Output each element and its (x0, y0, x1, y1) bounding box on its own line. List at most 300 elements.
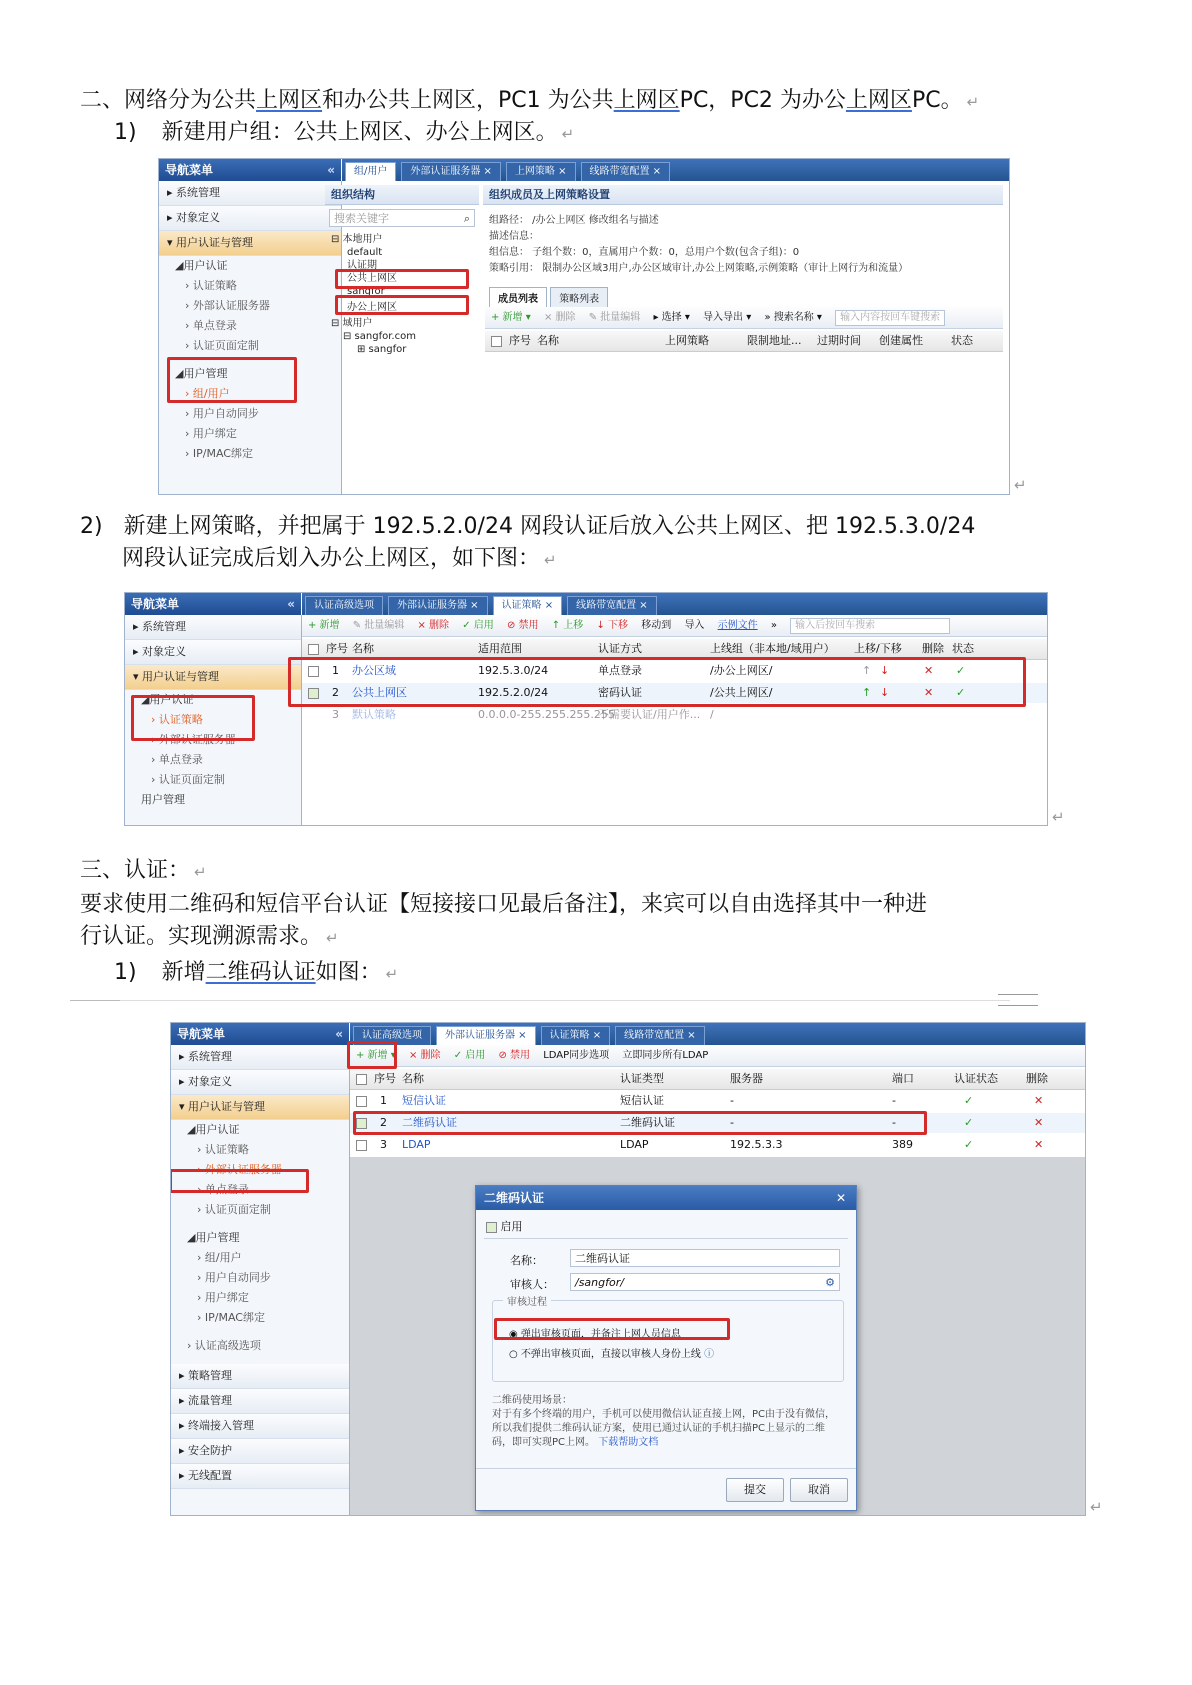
nav-link-label: IP/MAC绑定 (204, 1311, 265, 1324)
option-label: 弹出审核页面，并备注上网人员信息 (520, 1329, 681, 1340)
qr-scene-help (492, 1394, 835, 1450)
name-input[interactable]: 二维码认证 (570, 1249, 840, 1267)
col-header: 序号 (374, 1072, 396, 1085)
step-text: 新增 (161, 960, 206, 985)
tree-node[interactable]: 办公上网区 (347, 302, 397, 313)
row-server: - (730, 1116, 734, 1129)
col-header: 过期时间 (817, 334, 861, 347)
row-name-link[interactable]: LDAP (402, 1138, 431, 1151)
nav-link-label: 单点登录 (158, 753, 203, 766)
nav-link-label: 用户绑定 (192, 427, 237, 440)
enable-button[interactable]: ✓ 启用 (453, 1050, 486, 1061)
member-toolbar (485, 307, 1003, 329)
nav-label: 用户认证与管理 (142, 670, 220, 683)
nav-link-auto-sync[interactable]: › 用户自动同步 (197, 1271, 271, 1284)
nav-label: 用户认证与管理 (188, 1100, 266, 1113)
move-down-button[interactable]: ↓ 下移 (596, 620, 629, 631)
nav-label: 对象定义 (142, 645, 187, 658)
page-marker (998, 994, 1038, 1006)
step-number: 1) (114, 960, 137, 985)
row-checkbox[interactable] (356, 1096, 367, 1107)
select-all-checkbox[interactable] (356, 1074, 367, 1085)
col-header: 删除 (1026, 1072, 1048, 1085)
row-index: 3 (380, 1138, 387, 1151)
nav-label: 流量管理 (188, 1394, 233, 1407)
col-header: 认证方式 (598, 642, 642, 655)
info-line: 描述信息： (489, 231, 539, 242)
enable-checkbox[interactable] (486, 1222, 497, 1233)
nav-item-policy[interactable]: ▸ 策略管理 (171, 1364, 349, 1389)
tree-node[interactable]: ⊟ sangfor.com (343, 331, 416, 342)
nav-label: 用户认证与管理 (176, 236, 254, 249)
delete-icon[interactable]: ✕ (924, 664, 934, 677)
nav-link-user-bind[interactable]: › 用户绑定 (185, 427, 237, 440)
return-mark: ↵ (544, 551, 557, 569)
search-placeholder: 搜索关键字 (334, 212, 389, 225)
row-type: 短信认证 (620, 1094, 664, 1107)
table-row[interactable] (350, 1135, 1085, 1155)
tab-auth-advanced[interactable]: 认证高级选项 (305, 596, 383, 615)
row-index: 2 (380, 1116, 387, 1129)
col-header: 名称 (352, 642, 374, 655)
info-line: 策略引用： 限制办公区域3用户,办公区域审计,办公上网策略,示例策略（审计上网行为和流量） (489, 263, 909, 274)
delete-button[interactable]: × 删除 (543, 312, 576, 323)
tree-node[interactable]: default (347, 247, 383, 258)
add-button[interactable]: + 新增 ▾ (491, 312, 531, 323)
org-search-input[interactable] (329, 209, 475, 227)
nav-link-label: 外部认证服务器 (204, 1163, 282, 1176)
status-check-icon[interactable]: ✓ (956, 664, 966, 677)
add-button[interactable]: + 新增 ▾ (356, 1050, 396, 1061)
col-header: 序号 (326, 642, 348, 655)
select-all-checkbox[interactable] (491, 336, 502, 347)
step-text: 网段认证完成后划入办公上网区，如下图： (122, 546, 541, 571)
nav-link-ipmac-bind[interactable]: › IP/MAC绑定 (185, 447, 253, 460)
nav-label: 安全防护 (188, 1444, 233, 1457)
nav-link-page-custom[interactable]: › 认证页面定制 (151, 773, 225, 786)
col-header: 状态 (951, 334, 973, 347)
row-group: /办公上网区/ (710, 664, 773, 677)
col-header: 认证状态 (954, 1072, 998, 1085)
nav-link-auth-policy[interactable]: › 认证策略 (151, 713, 203, 726)
heading-text: 二、网络分为公共 (80, 88, 257, 113)
nav-link-label: 用户绑定 (204, 1291, 249, 1304)
dialog-title: 二维码认证 (484, 1191, 545, 1205)
divider (484, 1238, 848, 1239)
nav-menu (171, 1045, 350, 1515)
step-2-line1 (80, 512, 975, 542)
nav-link-label: 用户自动同步 (192, 407, 259, 420)
nav-item-system[interactable]: ▸ 系统管理 (171, 1045, 349, 1070)
row-name-link[interactable]: 二维码认证 (402, 1116, 457, 1129)
nav-sub-user-manage[interactable]: ◢用户管理 (187, 1231, 240, 1244)
page-break-rule (70, 1000, 120, 1001)
nav-link-label: 用户自动同步 (204, 1271, 271, 1284)
tree-node[interactable]: ⊞ sangfor (357, 344, 407, 355)
row-port: 389 (892, 1138, 913, 1151)
tree-node[interactable]: 公共上网区 (347, 273, 397, 284)
nav-sub-user-manage[interactable]: ◢用户管理 (175, 367, 228, 380)
radio-selected-icon[interactable]: ◉ (509, 1329, 518, 1340)
nav-item-object[interactable]: ▸ 对象定义 (125, 640, 301, 665)
nav-link-label: 认证高级选项 (194, 1339, 261, 1352)
tab-bar (302, 593, 1047, 615)
nav-title: 导航菜单 (165, 163, 214, 177)
row-name-link[interactable]: 默认策略 (352, 708, 396, 721)
radio-empty-icon[interactable]: ○ (509, 1349, 518, 1360)
return-mark: ↵ (966, 93, 980, 111)
highlight-box (335, 295, 469, 315)
nav-item-object[interactable]: ▸ 对象定义 (159, 206, 341, 231)
tree-node[interactable]: sangfor (347, 286, 385, 297)
screenshot-auth-policy (124, 592, 1048, 826)
select-button[interactable]: ▸ 选择 ▾ (653, 312, 690, 323)
nav-link-ext-server[interactable]: › 外部认证服务器 (151, 733, 236, 746)
row-method: 密码认证 (598, 686, 642, 699)
step-1 (114, 118, 574, 149)
nav-sub-user-auth[interactable]: ◢用户认证 (187, 1123, 240, 1136)
col-header: 上移/下移 (854, 642, 902, 655)
nav-link-label: 外部认证服务器 (192, 299, 270, 312)
search-name-dropdown[interactable]: » 搜索名称 ▾ (764, 312, 822, 323)
highlight-box (494, 1318, 730, 1340)
delete-icon[interactable]: ✕ (1034, 1138, 1044, 1151)
info-line: 组路径： /办公上网区 修改组名与描述 (489, 215, 659, 226)
approver-input[interactable] (570, 1273, 840, 1291)
collapse-icon[interactable]: « (335, 1027, 343, 1041)
nav-label: 无线配置 (188, 1469, 233, 1482)
nav-link-group-user[interactable]: › 组/用户 (185, 387, 230, 400)
row-server: - (730, 1094, 734, 1107)
row-port: - (892, 1094, 896, 1107)
highlight-box (347, 1041, 397, 1069)
col-header: 序号 (509, 334, 531, 347)
status-check-icon[interactable]: ✓ (964, 1116, 974, 1129)
scene-title: 二维码使用场景： (492, 1395, 572, 1406)
row-type: 二维码认证 (620, 1116, 675, 1129)
nav-item-auth[interactable]: ▾ 用户认证与管理 (125, 665, 301, 690)
step-number: 1) (114, 120, 137, 145)
nav-link-sso[interactable]: › 单点登录 (197, 1183, 249, 1196)
tab-bandwidth[interactable]: 线路带宽配置 × (615, 1026, 705, 1045)
table-row[interactable] (350, 1091, 1085, 1111)
nav-item-traffic[interactable]: ▸ 流量管理 (171, 1389, 349, 1414)
nav-label: 系统管理 (142, 620, 187, 633)
server-table-header (350, 1069, 1085, 1090)
tab-bandwidth[interactable]: 线路带宽配置 × (581, 162, 671, 181)
row-type: LDAP (620, 1138, 649, 1151)
col-header: 创建属性 (879, 334, 923, 347)
section3-para-line2 (80, 922, 339, 953)
heading-text-underlined: 上网区 (613, 88, 680, 113)
col-header: 适用范围 (478, 642, 522, 655)
tab-auth-policy[interactable]: 认证策略 × (541, 1026, 611, 1045)
step-number: 2) (80, 514, 103, 539)
nav-link-label: IP/MAC绑定 (192, 447, 253, 460)
nav-link-auth-advanced[interactable]: › 认证高级选项 (187, 1339, 261, 1352)
tab-ext-server[interactable]: 外部认证服务器 × (401, 162, 501, 181)
group-info (489, 213, 908, 277)
approval-legend: 审核过程 (503, 1293, 551, 1308)
nav-label: 对象定义 (176, 211, 221, 224)
col-header: 删除 (922, 642, 944, 655)
highlight-box (131, 695, 255, 741)
row-name-link[interactable]: 办公区域 (352, 664, 396, 677)
scene-text: 所以我们提供二维码认证方案，使用已通过认证的手机扫描PC上显示的二维 (492, 1423, 826, 1434)
nav-item-terminal[interactable]: ▸ 终端接入管理 (171, 1414, 349, 1439)
tab-group-user[interactable]: 组/用户 (345, 162, 396, 181)
return-mark: ↵ (326, 929, 339, 947)
tab-auth-advanced[interactable]: 认证高级选项 (353, 1026, 431, 1045)
submit-button[interactable]: 提交 (726, 1478, 784, 1502)
row-range: 192.5.2.0/24 (478, 686, 549, 699)
nav-link-auto-sync[interactable]: › 用户自动同步 (185, 407, 259, 420)
section2-heading (80, 86, 979, 117)
enable-row (486, 1218, 523, 1234)
highlight-box (335, 269, 469, 289)
collapse-icon[interactable]: « (287, 597, 295, 611)
return-mark: ↵ (561, 125, 575, 143)
name-label: 名称： (510, 1254, 543, 1267)
row-method: 单点登录 (598, 664, 642, 677)
close-icon[interactable]: ✕ (835, 1191, 846, 1205)
nav-link-label: 组/用户 (192, 387, 230, 400)
heading-text-underlined: 上网区 (845, 88, 912, 113)
approval-fieldset (492, 1297, 844, 1382)
status-check-icon[interactable]: ✓ (964, 1094, 974, 1107)
nav-link-label: 外部认证服务器 (158, 733, 236, 746)
tab-ext-server[interactable]: 外部认证服务器 × (436, 1026, 536, 1045)
policy-toolbar (302, 615, 1047, 637)
nav-header (159, 159, 341, 181)
subtab-policies[interactable]: 策略列表 (550, 287, 608, 307)
nav-item-system[interactable]: ▸ 系统管理 (125, 615, 301, 640)
more-icon[interactable]: » (770, 620, 777, 631)
return-mark: ↵ (385, 965, 399, 983)
row-index: 2 (332, 686, 339, 699)
nav-link-page-custom[interactable]: › 认证页面定制 (197, 1203, 271, 1216)
nav-item-auth[interactable]: ▾ 用户认证与管理 (159, 231, 341, 256)
tree-node[interactable]: ⊟ 本地用户 (331, 234, 383, 245)
highlight-box (353, 1111, 927, 1135)
section3-heading (80, 856, 207, 887)
delete-button[interactable]: × 删除 (408, 1050, 441, 1061)
tab-internet-policy[interactable]: 上网策略 × (506, 162, 576, 181)
delete-button[interactable]: × 删除 (417, 620, 450, 631)
info-line: 组信息： 子组个数：0，直属用户个数：0，总用户个数(包含子组)：0 (489, 247, 800, 258)
return-mark: ↵ (194, 863, 207, 881)
sample-file-link[interactable]: 示例文件 (717, 620, 758, 631)
delete-icon[interactable]: ✕ (1034, 1094, 1044, 1107)
policy-search-input[interactable]: 输入后按回车搜索 (790, 618, 950, 634)
heading-text-underlined: 上网区 (256, 88, 323, 113)
col-header: 服务器 (730, 1072, 763, 1085)
tab-auth-policy[interactable]: 认证策略 × (493, 596, 563, 615)
col-header: 上线组（非本地/域用户） (710, 642, 835, 655)
server-toolbar (350, 1045, 1085, 1067)
nav-item-security[interactable]: ▸ 安全防护 (171, 1439, 349, 1464)
nav-link-group-user[interactable]: › 组/用户 (197, 1251, 242, 1264)
ldap-sync-options-button[interactable]: LDAP同步选项 (543, 1050, 610, 1061)
nav-link-label: 单点登录 (192, 319, 237, 332)
row-index: 1 (332, 664, 339, 677)
row-checkbox[interactable] (356, 1140, 367, 1151)
divider (476, 1468, 856, 1469)
nav-title: 导航菜单 (177, 1027, 226, 1041)
enable-button[interactable]: ✓ 启用 (462, 620, 494, 631)
move-up-icon[interactable]: ↑ (862, 664, 872, 677)
nav-link-ext-server[interactable]: › 外部认证服务器 (185, 299, 270, 312)
nav-label: 策略管理 (188, 1369, 233, 1382)
nav-link-label: 认证策略 (192, 279, 237, 292)
dialog-header (476, 1186, 856, 1210)
scene-text: 对于有多个终端的用户，手机可以使用微信认证直接上网，PC由于没有微信， (492, 1409, 836, 1420)
nav-link-label: 认证页面定制 (192, 339, 259, 352)
row-method: 不需要认证/用户作... (598, 708, 701, 721)
nav-item-system[interactable]: ▸ 系统管理 (159, 181, 341, 206)
nav-item-wireless[interactable]: ▸ 无线配置 (171, 1464, 349, 1489)
heading-text: PC，PC2 为办公 (679, 88, 846, 113)
step-text: 新建上网策略，并把属于 192.5.2.0/24 网段认证后放入公共上网区、把 192.5.3.0/24 (123, 514, 976, 539)
tab-ext-server[interactable]: 外部认证服务器 × (388, 596, 488, 615)
col-header: 状态 (952, 642, 974, 655)
scene-text: 码，即可实现PC上网。 (492, 1437, 596, 1448)
nav-link-label: 单点登录 (204, 1183, 249, 1196)
status-check-icon[interactable]: ✓ (956, 686, 966, 699)
nav-link-ext-server[interactable]: › 外部认证服务器 (197, 1163, 282, 1176)
option-direct[interactable] (509, 1345, 714, 1360)
info-icon[interactable]: ⓘ (704, 1349, 715, 1360)
section3-para-line1 (80, 890, 927, 920)
nav-label: 系统管理 (176, 186, 221, 199)
heading-text: 和办公共上网区，PC1 为公共 (322, 88, 614, 113)
return-mark: ↵ (1052, 808, 1065, 826)
import-export-button[interactable]: 导入导出 ▾ (703, 312, 752, 323)
para-text: 要求使用二维码和短信平台认证【短接接口见最后备注】，来宾可以自由选择其中一种进 (80, 892, 928, 917)
step-text: 如图： (315, 960, 382, 985)
nav-link-ipmac-bind[interactable]: › IP/MAC绑定 (197, 1311, 265, 1324)
nav-item-object[interactable]: ▸ 对象定义 (171, 1070, 349, 1095)
nav-link-label: 认证页面定制 (158, 773, 225, 786)
approver-label: 审核人： (510, 1278, 554, 1291)
move-down-icon[interactable]: ↓ (880, 686, 890, 699)
option-label: 不弹出审核页面，直接以审核人身份上线 (520, 1349, 701, 1360)
nav-link-sso[interactable]: › 单点登录 (185, 319, 237, 332)
col-header: 名称 (537, 334, 559, 347)
org-panel-title: 组织结构 (325, 185, 479, 205)
subtab-members[interactable]: 成员列表 (489, 287, 547, 307)
nav-link-page-custom[interactable]: › 认证页面定制 (185, 339, 259, 352)
disable-button[interactable]: ⊘ 禁用 (498, 1050, 531, 1061)
sync-all-ldap-button[interactable]: 立即同步所有LDAP (622, 1050, 709, 1061)
nav-link-auth-policy[interactable]: › 认证策略 (197, 1143, 249, 1156)
move-down-icon[interactable]: ↓ (880, 664, 890, 677)
nav-link-label: 认证策略 (204, 1143, 249, 1156)
member-table-header (485, 331, 1003, 352)
tab-bandwidth[interactable]: 线路带宽配置 × (567, 596, 657, 615)
search-icon[interactable]: ⌕ (463, 212, 470, 225)
disable-button[interactable]: ⊘ 禁用 (507, 620, 539, 631)
nav-header (125, 593, 301, 615)
heading-text: PC。 (911, 88, 963, 113)
col-header: 限制地址... (747, 334, 802, 347)
user-picker-icon[interactable]: ⚙ (825, 1276, 835, 1289)
move-to-button[interactable]: 移动到 (641, 620, 672, 631)
nav-label: 终端接入管理 (188, 1419, 255, 1432)
step-text-underlined: 二维码认证 (205, 960, 316, 985)
qr-auth-dialog (475, 1185, 857, 1511)
nav-label: 对象定义 (188, 1075, 233, 1088)
row-group: /公共上网区/ (710, 686, 773, 699)
step-2-line2 (122, 544, 557, 575)
status-check-icon[interactable]: ✓ (964, 1138, 974, 1151)
highlight-box (170, 1169, 309, 1193)
nav-link-sso[interactable]: › 单点登录 (151, 753, 203, 766)
row-name-link[interactable]: 公共上网区 (352, 686, 407, 699)
nav-link-label: 认证策略 (158, 713, 203, 726)
row-server: 192.5.3.3 (730, 1138, 783, 1151)
batch-edit-button[interactable]: ✎ 批量编辑 (352, 620, 405, 631)
page-break-rule (120, 1000, 1010, 1001)
para-text: 行认证。实现溯源需求。 (80, 924, 323, 949)
row-group: / (710, 708, 714, 721)
return-mark: ↵ (1014, 476, 1027, 494)
member-search-input[interactable]: 输入内容按回车键搜索 (835, 310, 945, 326)
nav-link-label: 组/用户 (204, 1251, 242, 1264)
import-button[interactable]: 导入 (684, 620, 705, 631)
batch-edit-button[interactable]: ✎ 批量编辑 (588, 312, 641, 323)
step-text: 新建用户组：公共上网区、办公上网区。 (161, 120, 558, 145)
member-panel-title: 组织成员及上网策略设置 (483, 185, 1003, 205)
delete-icon[interactable]: ✕ (1034, 1116, 1044, 1129)
tab-bar (350, 1023, 1085, 1045)
nav-sub-user-auth[interactable]: ◢用户认证 (175, 259, 228, 272)
nav-item-auth[interactable]: ▾ 用户认证与管理 (171, 1095, 349, 1120)
add-button[interactable]: + 新增 (308, 620, 340, 631)
tree-node[interactable]: 认证期 (347, 260, 377, 271)
nav-header (171, 1023, 349, 1045)
nav-sub-user-auth[interactable]: ◢用户认证 (141, 693, 194, 706)
col-header: 名称 (402, 1072, 424, 1085)
delete-icon[interactable]: ✕ (924, 686, 934, 699)
row-name-link[interactable]: 短信认证 (402, 1094, 446, 1107)
move-up-icon[interactable]: ↑ (862, 686, 872, 699)
nav-menu (159, 181, 342, 494)
screenshot-group-user (158, 158, 1010, 495)
nav-title: 导航菜单 (131, 597, 180, 611)
col-header: 认证类型 (620, 1072, 664, 1085)
approver-value: /sangfor/ (575, 1276, 624, 1289)
nav-label: 系统管理 (188, 1050, 233, 1063)
col-header: 端口 (892, 1072, 914, 1085)
col-header: 上网策略 (665, 334, 709, 347)
highlight-box (288, 657, 1026, 707)
row-index: 3 (332, 708, 339, 721)
help-doc-link[interactable]: 下载帮助文档 (598, 1437, 659, 1448)
row-range: 192.5.3.0/24 (478, 664, 549, 677)
row-port: - (892, 1116, 896, 1129)
select-all-checkbox[interactable] (308, 644, 319, 655)
nav-link-auth-policy[interactable]: › 认证策略 (185, 279, 237, 292)
nav-sub-user-manage[interactable]: 用户管理 (141, 793, 185, 806)
tab-bar (342, 159, 1009, 181)
cancel-button[interactable]: 取消 (790, 1478, 848, 1502)
move-up-button[interactable]: ↑ 上移 (551, 620, 584, 631)
table-row[interactable] (302, 705, 1047, 725)
collapse-icon[interactable]: « (327, 163, 335, 177)
nav-link-user-bind[interactable]: › 用户绑定 (197, 1291, 249, 1304)
tree-node[interactable]: ⊟ 域用户 (331, 318, 373, 329)
